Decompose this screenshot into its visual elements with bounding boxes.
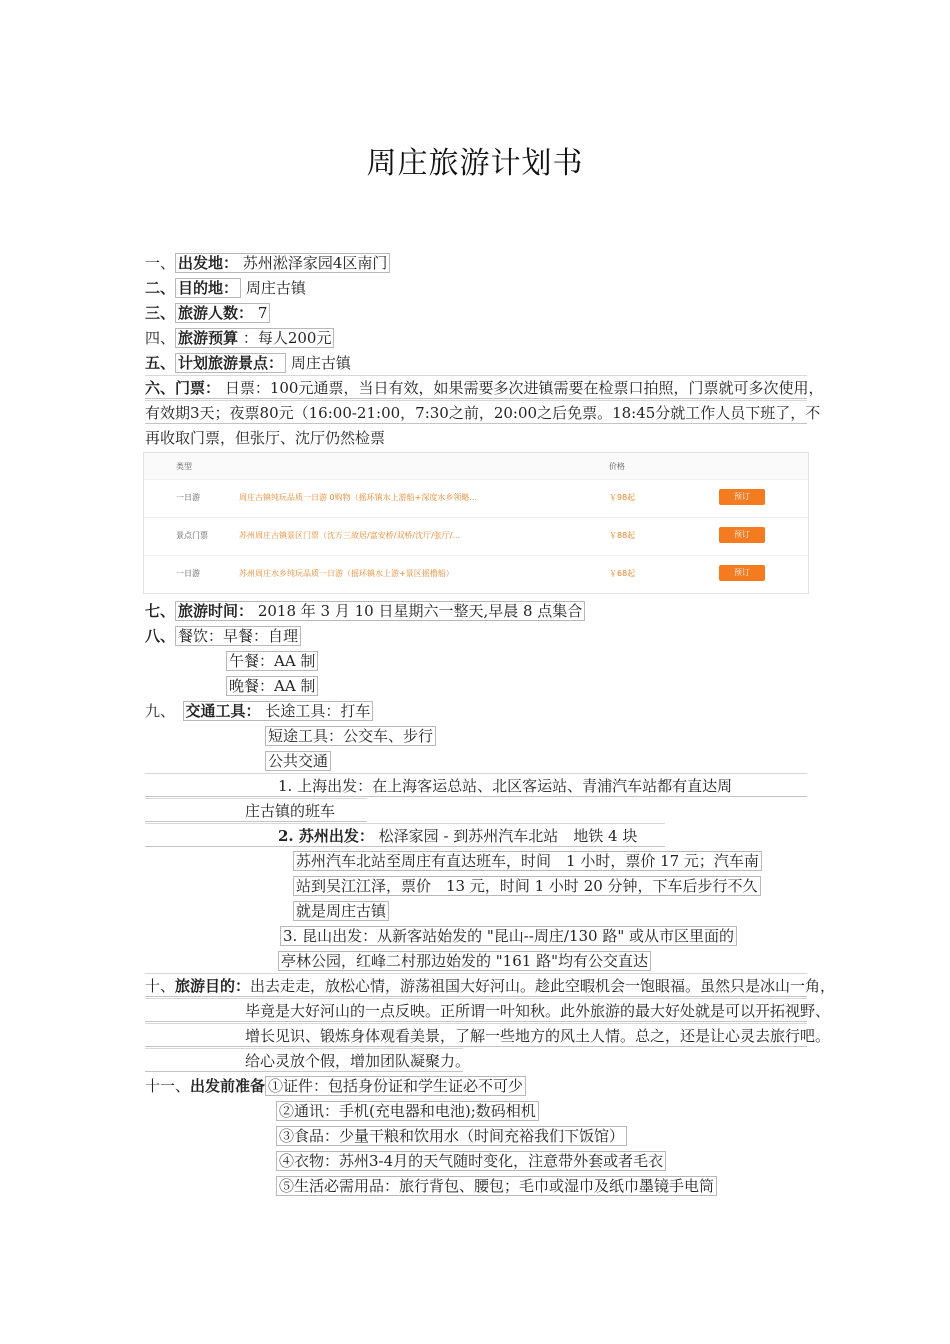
transport-suzhou-2-text: 苏州汽车北站至周庄有直达班车，时间 1 小时，票价 17 元；汽车南 — [293, 851, 762, 871]
section-transport — [145, 700, 373, 722]
section-number: 十一、 — [145, 1077, 191, 1095]
section-budget — [145, 327, 334, 349]
transport-suzhou-4 — [293, 900, 389, 922]
section-number: 七、 — [145, 602, 176, 620]
table-row — [144, 517, 808, 556]
section-number: 六、 — [145, 379, 176, 397]
transport-kunshan-2-text: 亭林公园，红峰二村那边始发的 "161 路"均有公交直达 — [278, 951, 651, 971]
ticket-name[interactable]: 周庄古镇纯玩品质一日游 0购物（摇环镇水上游船+深度水乡领略... — [239, 493, 477, 502]
section-meals — [145, 625, 301, 647]
transport-suzhou-3 — [293, 875, 761, 897]
prep-item-2 — [276, 1100, 539, 1122]
ticket-name[interactable]: 苏州周庄水乡纯玩品质一日游（摇环镇水上游+景区摇橹船） — [239, 569, 454, 578]
transport-short — [265, 725, 436, 747]
book-button[interactable]: 预订 — [719, 527, 765, 543]
prep-item-3 — [276, 1125, 627, 1147]
meal-lunch-text: 午餐：AA 制 — [226, 651, 318, 671]
transport-suzhou — [278, 825, 637, 847]
transport-suzhou-3-text: 站到吴江江泽，票价 13 元，时间 1 小时 20 分钟，下车后步行不久 — [293, 876, 761, 896]
header-type: 类型 — [176, 462, 192, 471]
ticket-type: 景点门票 — [176, 531, 208, 540]
section-value: 苏州淞泽家园4区南门 — [242, 254, 388, 272]
section-people — [145, 302, 270, 324]
ticket-type: 一日游 — [176, 569, 200, 578]
section-value: 出去走走，放松心情，游荡祖国大好河山。趁此空暇机会一饱眼福。虽然只是冰山一角， — [250, 977, 836, 995]
section-number: 一、 — [145, 254, 176, 272]
table-row — [144, 479, 808, 518]
transport-kunshan — [280, 925, 737, 947]
section-value: ：每人200元 — [242, 329, 332, 347]
section-destination — [145, 277, 306, 299]
header-price: 价格 — [609, 462, 625, 471]
section-value: 日票：100元通票，当日有效，如果需要多次进镇需要在检票口拍照，门票就可多次使用， — [224, 379, 824, 397]
prep-item: ②通讯：手机(充电器和电池);数码相机 — [276, 1101, 539, 1121]
section-tickets — [145, 377, 823, 399]
meal-lunch — [226, 650, 318, 672]
ticket-price: ￥98起 — [609, 493, 636, 502]
transport-kunshan-text: 3. 昆山出发：从新客站始发的 "昆山--周庄/130 路" 或从市区里面的 — [280, 926, 737, 946]
section-value: 周庄古镇 — [290, 354, 351, 372]
section-value: 增长见识、锻炼身体观看美景，了解一些地方的风土人情。总之，还是让心灵去旅行吧。 — [245, 1027, 831, 1045]
section-number: 三、 — [145, 304, 176, 322]
section-label: 出发前准备 — [190, 1077, 266, 1095]
section-number: 八、 — [145, 627, 176, 645]
section-label: 旅游目的： — [175, 977, 251, 995]
ticket-price: ￥88起 — [609, 531, 636, 540]
prep-item: ④衣物：苏州3-4月的天气随时变化，注意带外套或者毛衣 — [276, 1151, 666, 1171]
meal-dinner-text: 晚餐：AA 制 — [226, 676, 318, 696]
transport-public-text: 公共交通 — [265, 751, 331, 771]
transport-suzhou-label: 2. 苏州出发： — [278, 827, 374, 845]
table-row — [144, 555, 808, 593]
section-spots — [145, 352, 351, 374]
transport-public — [265, 750, 331, 772]
section-value: 毕竟是大好河山的一点反映。正所谓一叶知秋。此外旅游的最大好处就是可以开拓视野、 — [245, 1002, 831, 1020]
section-preparation — [145, 1075, 526, 1097]
ticket-name[interactable]: 苏州周庄古镇景区门票（沈万三故居/富安桥/双桥/沈厅/张厅/... — [239, 531, 461, 540]
transport-suzhou-value: 松泽家园 - 到苏州汽车北站 地铁 4 块 — [378, 827, 638, 845]
section-departure — [145, 252, 390, 274]
meal-dinner — [226, 675, 318, 697]
section-number: 四、 — [145, 329, 176, 347]
section-label: 旅游时间： — [178, 602, 254, 620]
section-label: 出发地： — [178, 254, 239, 272]
section-value: 2018 年 3 月 10 日星期六一整天,早晨 8 点集合 — [257, 602, 583, 620]
prep-item: ①证件：包括身份证和学生证必不可少 — [265, 1076, 526, 1096]
transport-short-text: 短途工具：公交车、步行 — [265, 726, 436, 746]
section-value: 有效期3天；夜票80元（16:00-21:00，7:30之前，20:00之后免票。18:45分就工作人员下班了，不 — [145, 404, 821, 422]
prep-item-4 — [276, 1150, 666, 1172]
section-value: 给心灵放个假，增加团队凝聚力。 — [245, 1052, 471, 1070]
section-purpose — [145, 975, 835, 997]
section-label: 计划旅游景点： — [178, 354, 284, 372]
transport-kunshan-2 — [278, 950, 651, 972]
book-button[interactable]: 预订 — [719, 489, 765, 505]
ticket-price: ￥68起 — [609, 569, 636, 578]
book-button[interactable]: 预订 — [719, 565, 765, 581]
ticket-table-header — [144, 453, 808, 480]
section-value: 周庄古镇 — [245, 279, 306, 297]
section-number: 五、 — [145, 354, 176, 372]
section-number: 十、 — [145, 977, 176, 995]
section-number: 二、 — [145, 279, 176, 297]
section-number: 九、 — [145, 702, 168, 720]
prep-item: ⑤生活必需用品：旅行背包、腰包；毛巾或湿巾及纸巾墨镜手电筒 — [276, 1176, 717, 1196]
section-label: 门票： — [175, 379, 221, 397]
section-label: 旅游人数： — [178, 304, 254, 322]
transport-suzhou-4-text: 就是周庄古镇 — [293, 901, 389, 921]
section-label: 目的地： — [178, 279, 239, 297]
section-value: 7 — [257, 304, 268, 322]
section-label: 交通工具： — [185, 702, 261, 720]
ticket-type: 一日游 — [176, 493, 200, 502]
section-time — [145, 600, 585, 622]
prep-item: ③食品：少量干粮和饮用水（时间充裕我们下饭馆） — [276, 1126, 627, 1146]
page-title: 周庄旅游计划书 — [366, 146, 584, 181]
ticket-table — [143, 452, 809, 594]
transport-long: 长途工具：打车 — [265, 702, 371, 720]
section-value: 再收取门票，但张厅、沈厅仍然检票 — [145, 429, 386, 447]
transport-shanghai-cont: 庄古镇的班车 — [245, 802, 336, 820]
meal-breakfast: 餐饮：早餐：自理 — [175, 626, 301, 646]
transport-suzhou-2 — [293, 850, 762, 872]
prep-item-5 — [276, 1175, 717, 1197]
transport-shanghai: 1. 上海出发：在上海客运总站、北区客运站、青浦汽车站都有直达周 — [278, 777, 733, 795]
section-label: 旅游预算 — [178, 329, 239, 347]
